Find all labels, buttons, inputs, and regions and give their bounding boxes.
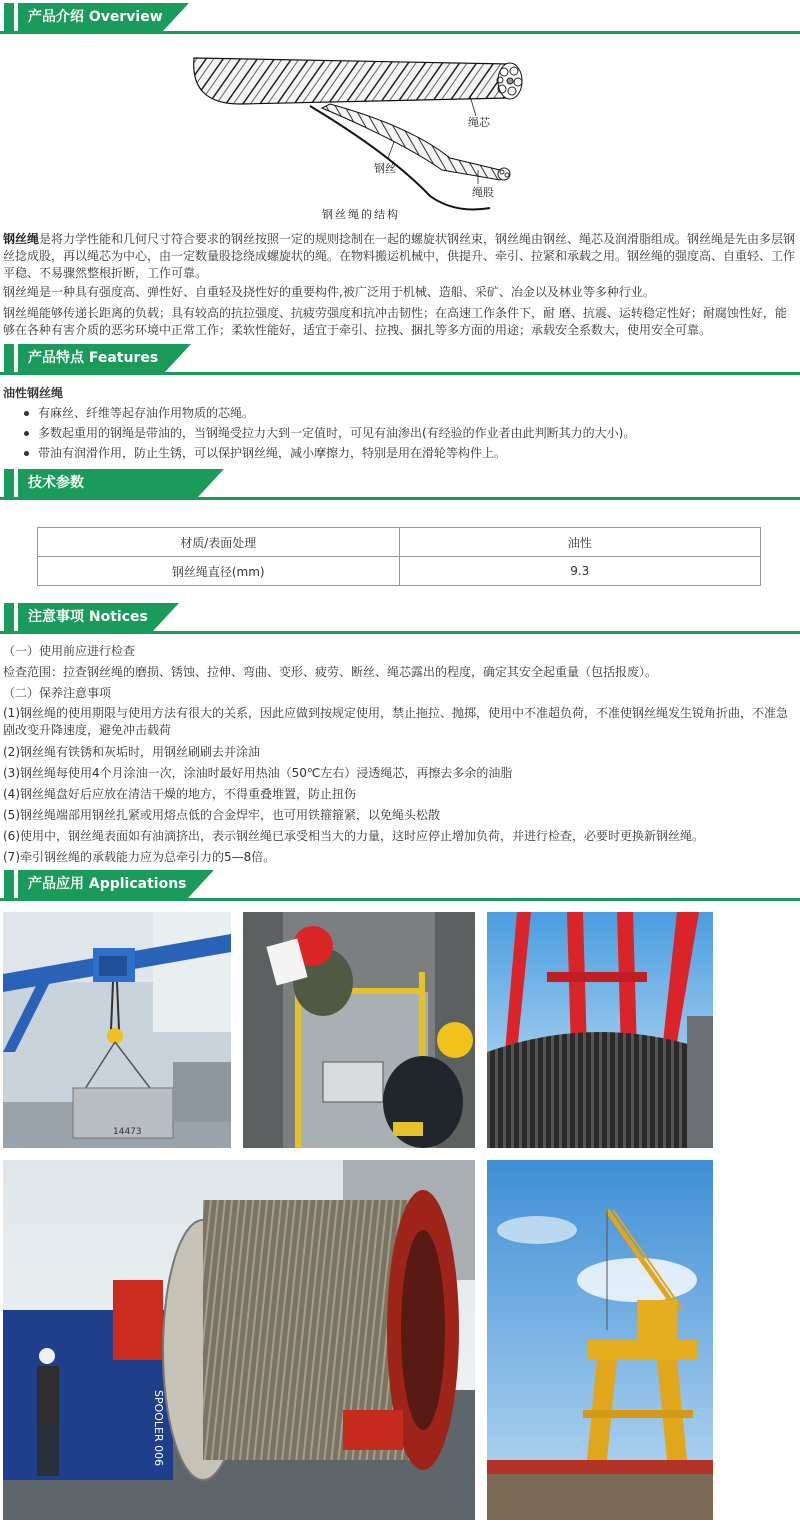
crane-load-tag: 14473 (113, 1127, 142, 1137)
spooler-label: SPOOLER 006 (152, 1390, 165, 1467)
section-title: 产品介绍 Overview (18, 3, 163, 31)
notice-item-2: (2)钢丝绳有铁锈和灰垢时，用钢丝刷刷去并涂油 (3, 745, 260, 759)
table-row (38, 557, 761, 586)
list-item: 带油有润滑作用，防止生锈，可以保护钢丝绳，减小摩擦力，特别是用在滑轮等构件上。 (24, 443, 794, 463)
section-title: 产品应用 Applications (18, 870, 188, 898)
wire-rope-illustration (180, 46, 540, 224)
section-title: 注意事项 Notices (18, 603, 153, 631)
table-cell: 油性 (399, 528, 761, 557)
header-rule (0, 898, 800, 901)
elevator-workers-image (243, 912, 475, 1148)
spooler-deck-image (3, 1160, 475, 1520)
header-tab (4, 344, 14, 372)
label-strand: 绳股 (472, 186, 494, 199)
list-item: 有麻丝、纤维等起存油作用物质的芯绳。 (24, 403, 794, 423)
table-cell: 材质/表面处理 (38, 528, 400, 557)
header-tab (4, 603, 14, 631)
notice-item-3: (3)钢丝绳每使用4个月涂油一次，涂油时最好用热油（50℃左右）浸透绳芯，再擦去多余的油脂 (3, 766, 513, 780)
section-header-specs (0, 469, 800, 519)
section-header-applications (0, 870, 800, 902)
section-header-overview (0, 3, 800, 35)
notice-item-4: (4)钢丝绳盘好后应放在清洁干燥的地方，不得重叠堆置，防止扭伤 (3, 787, 357, 801)
table-cell: 9.3 (399, 557, 761, 586)
harbor-crane-image (487, 1160, 713, 1520)
overhead-crane-image (3, 912, 231, 1148)
section-title: 技术参数 Specifications (18, 469, 198, 497)
header-rule (0, 497, 800, 500)
notice-item-1: (1)钢丝绳的使用期限与使用方法有很大的关系，因此应做到按规定使用，禁止拖拉、抛掷，使用中不准超负荷，不准使钢丝绳发生锐角折曲，不准急剧改变升降速度，避免冲击载荷 (3, 706, 789, 737)
overview-paragraph-3: 钢丝绳能够传递长距离的负载；具有较高的抗拉强度、抗疲劳强度和抗冲击韧性；在高速工作条件下，耐 磨、抗震、运转稳定性好；耐腐蚀性好，能够在各种有害介质的恶劣环境中正常工作；柔软性能好，适宜于牵引、拉拽、捆扎等多方面的用途；承载安全系数大，使用安全可靠。 (3, 306, 787, 337)
notice-heading-1: （一）使用前应进行检查 (3, 644, 136, 658)
label-core: 绳芯 (468, 116, 490, 129)
table-row (38, 528, 761, 557)
section-header-features (0, 344, 800, 376)
table-cell: 钢丝绳直径(mm) (38, 557, 400, 586)
header-rule (0, 372, 800, 375)
features-list (24, 403, 794, 463)
notice-heading-2: （二）保养注意事项 (3, 686, 112, 700)
spec-table (37, 527, 761, 586)
keyword-wire-rope: 钢丝绳 (3, 232, 40, 246)
header-tab (4, 3, 14, 31)
section-title: 产品特点 Features (18, 344, 165, 372)
features-subtitle: 油性钢丝绳 (3, 386, 64, 400)
photo-harbor-crane (487, 1160, 713, 1520)
red-reel-image (487, 912, 713, 1148)
section-header-notices (0, 603, 800, 635)
notice-check-range: 检查范围：拉查钢丝绳的磨损、锈蚀、拉伸、弯曲、变形、疲劳、断丝、绳芯露出的程度，确定其安全起重量（包括报废）。 (3, 665, 658, 679)
notice-item-5: (5)钢丝绳端部用钢丝扎紧或用熔点低的合金焊牢，也可用铁箍箍紧，以免绳头松散 (3, 808, 441, 822)
wire-rope-diagram (180, 46, 540, 224)
header-tab (4, 469, 14, 497)
overview-paragraph-2: 钢丝绳是一种具有强度高、弹性好、自重轻及挠性好的重要构件,被广泛用于机械、造船、采矿、冶金以及林业等多种行业。 (3, 285, 655, 299)
label-wire: 钢丝 (374, 162, 396, 175)
photo-red-reel (487, 912, 713, 1148)
list-item: 多数起重用的钢绳是带油的，当钢绳受拉力大到一定值时，可见有油渗出(有经验的作业者由此判断其力的大小)。 (24, 423, 794, 443)
header-tab (4, 870, 14, 898)
photo-elevator-workers (243, 912, 475, 1148)
header-rule (0, 31, 800, 34)
photo-spooler-deck (3, 1160, 475, 1520)
notice-item-6: (6)使用中，钢丝绳表面如有油滴挤出，表示钢丝绳已承受相当大的力量，这时应停止增加负荷，并进行检查，必要时更换新钢丝绳。 (3, 829, 705, 843)
header-rule (0, 631, 800, 634)
overview-paragraph-1: 钢丝绳是将力学性能和几何尺寸符合要求的钢丝按照一定的规则捻制在一起的螺旋状钢丝束，钢丝绳由钢丝、绳芯及润滑脂组成。钢丝绳是先由多层钢丝捻成股，再以绳芯为中心，由一定数量股捻绕成螺旋状的绳。在物料搬运机械中，供提升、牵引、拉紧和承载之用。钢丝绳的强度高、自重轻、工作平稳、不易骤然整根折断，工作可靠。 (3, 232, 796, 280)
notice-item-7: (7)牵引钢丝绳的承载能力应为总牵引力的5—8倍。 (3, 850, 276, 864)
diagram-caption: 钢丝绳的结构 (322, 208, 400, 221)
photo-overhead-crane (3, 912, 231, 1148)
